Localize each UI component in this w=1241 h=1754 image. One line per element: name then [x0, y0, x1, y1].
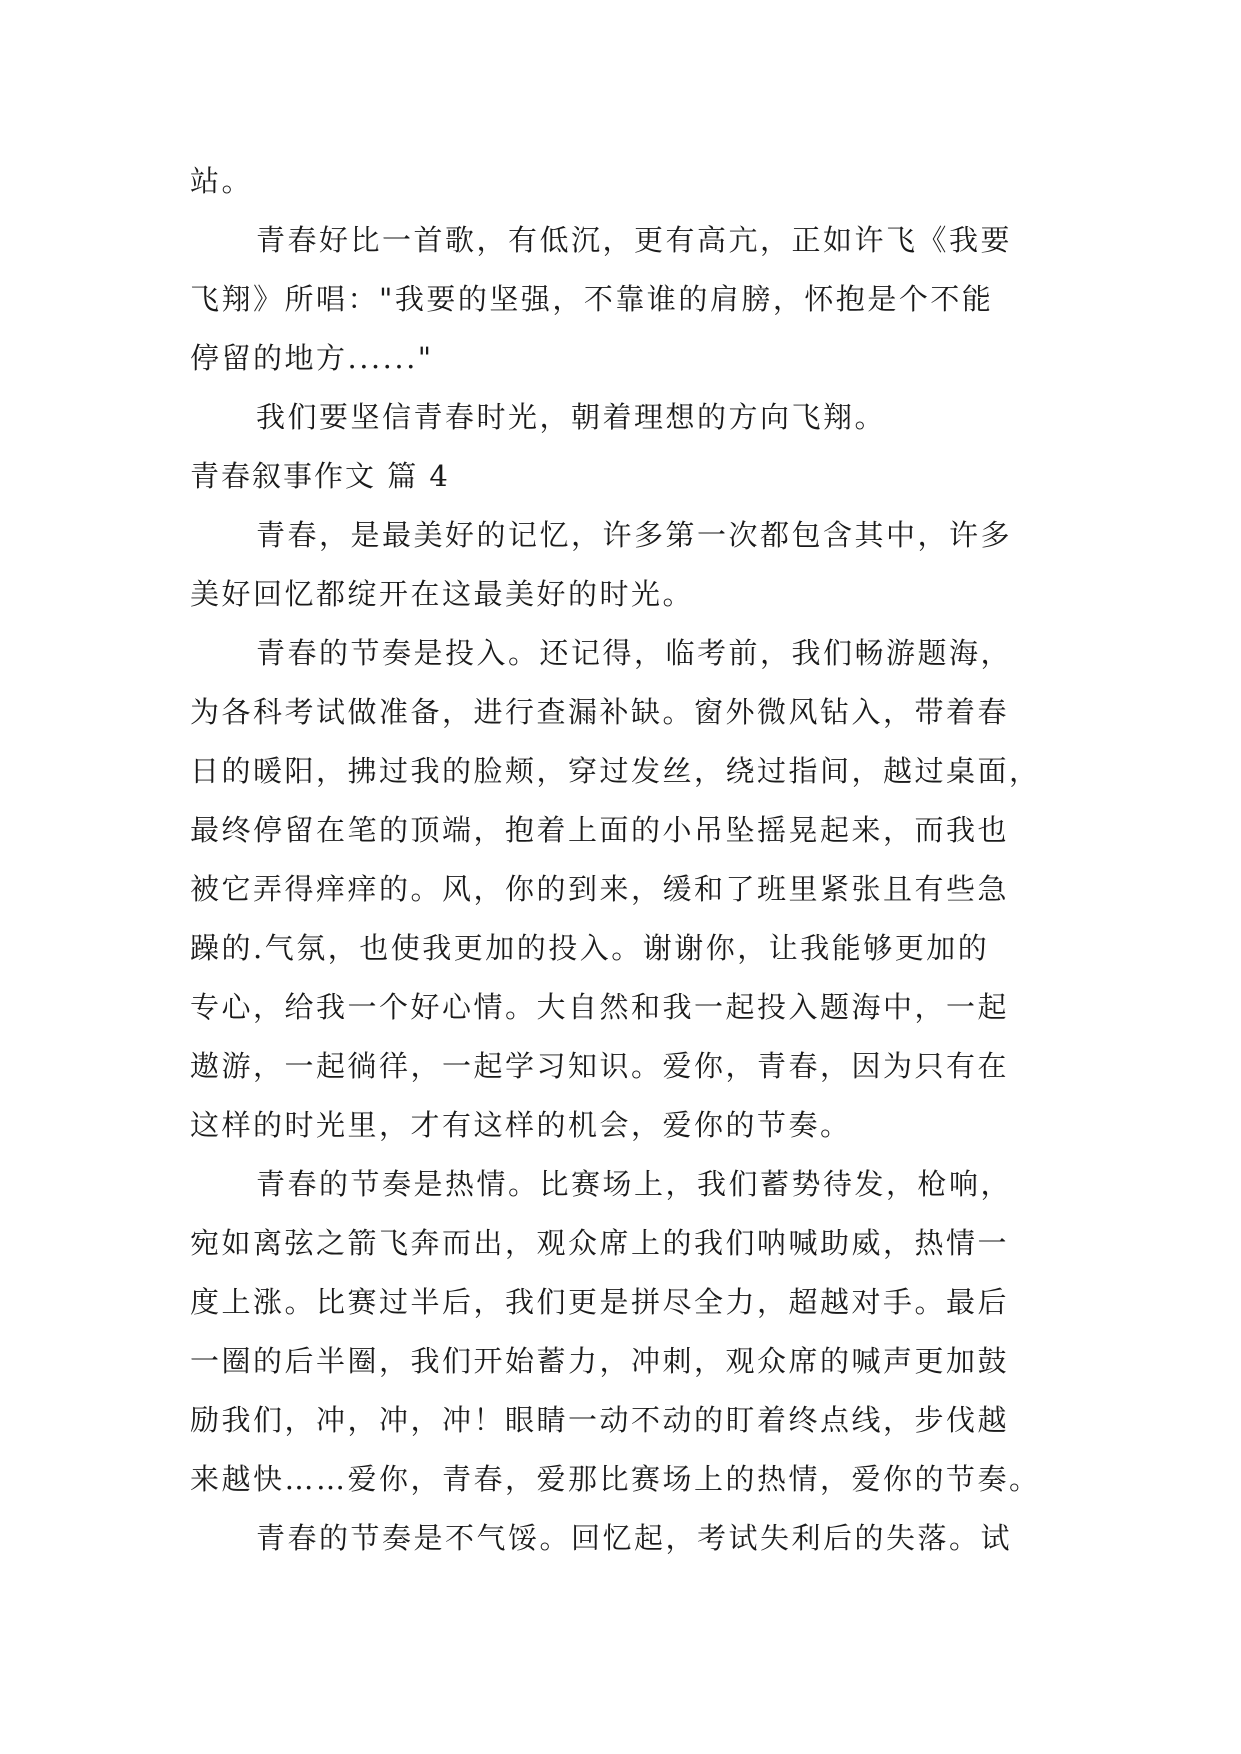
text-line: 日的暖阳，拂过我的脸颊，穿过发丝，绕过指间，越过桌面，: [190, 754, 1041, 788]
text-line: 专心，给我一个好心情。大自然和我一起投入题海中，一起: [190, 990, 1010, 1024]
text-line: 被它弄得痒痒的。风，你的到来，缓和了班里紧张且有些急: [190, 872, 1010, 906]
text-line: 度上涨。比赛过半后，我们更是拼尽全力，超越对手。最后: [190, 1285, 1010, 1319]
text-line: 一圈的后半圈，我们开始蓄力，冲刺，观众席的喊声更加鼓: [190, 1344, 1010, 1378]
paragraph-start-line: 青春的节奏是不气馁。回忆起，考试失利后的失落。试: [256, 1521, 1013, 1555]
essay-body: [190, 152, 1050, 1568]
text-line: 遨游，一起徜徉，一起学习知识。爱你，青春，因为只有在: [190, 1049, 1010, 1083]
text-line: 这样的时光里，才有这样的机会，爱你的节奏。: [190, 1108, 852, 1142]
text-line: 飞翔》所唱："我要的坚强，不靠谁的肩膀，怀抱是个不能: [190, 282, 994, 316]
text-line: 宛如离弦之箭飞奔而出，观众席上的我们呐喊助威，热情一: [190, 1226, 1010, 1260]
text-line: 停留的地方......": [190, 341, 434, 375]
text-line: 美好回忆都绽开在这最美好的时光。: [190, 577, 695, 611]
paragraph-start-line: 我们要坚信青春时光，朝着理想的方向飞翔。: [256, 400, 887, 434]
paragraph-start-line: 青春好比一首歌，有低沉，更有高亢，正如许飞《我要: [256, 223, 1013, 257]
text-line: 站。: [190, 164, 254, 198]
text-line: 最终停留在笔的顶端，抱着上面的小吊坠摇晃起来，而我也: [190, 813, 1010, 847]
text-line: 励我们，冲，冲，冲！眼睛一动不动的盯着终点线，步伐越: [190, 1403, 1010, 1437]
text-line: 来越快……爱你，青春，爱那比赛场上的热情，爱你的节奏。: [190, 1462, 1041, 1496]
text-line: 躁的.气氛，也使我更加的投入。谢谢你，让我能够更加的: [190, 931, 990, 965]
paragraph-start-line: 青春的节奏是投入。还记得，临考前，我们畅游题海，: [256, 636, 1013, 670]
section-heading: 青春叙事作文 篇 4: [190, 459, 450, 493]
paragraph-start-line: 青春，是最美好的记忆，许多第一次都包含其中，许多: [256, 518, 1013, 552]
text-line: 为各科考试做准备，进行查漏补缺。窗外微风钻入，带着春: [190, 695, 1010, 729]
paragraph-start-line: 青春的节奏是热情。比赛场上，我们蓄势待发，枪响，: [256, 1167, 1013, 1201]
